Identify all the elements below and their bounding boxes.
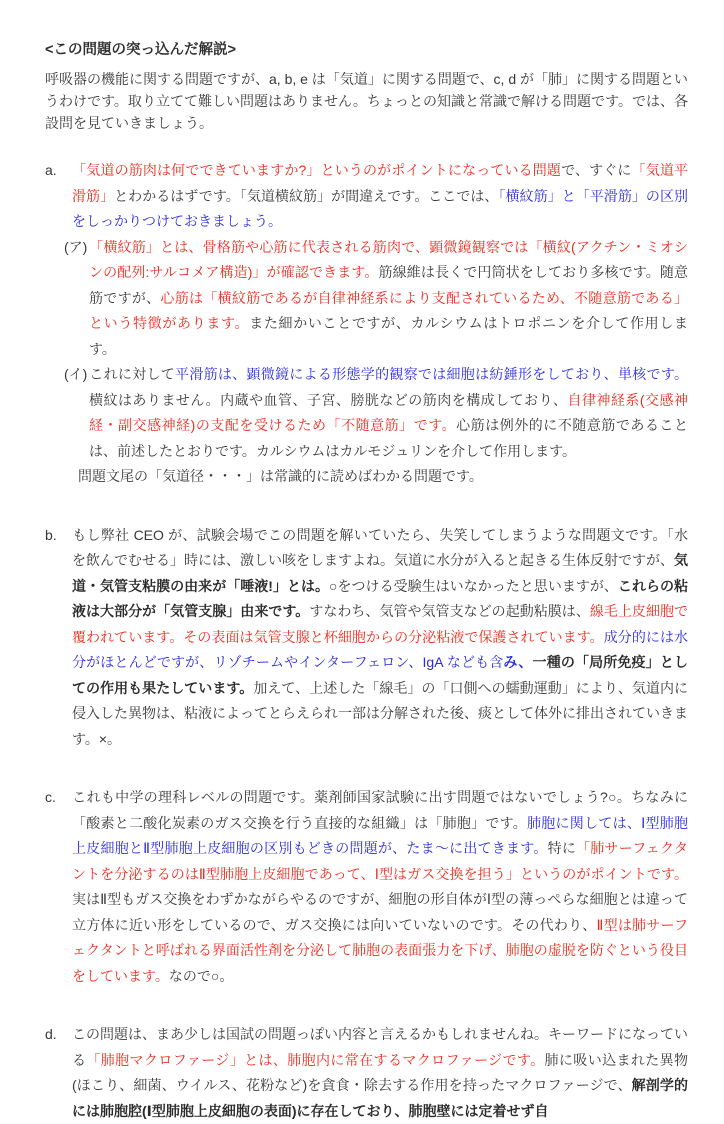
text-segment: 成分的には水分がほとんどですが、リゾチームやインターフェロン、IgA なども含	[72, 628, 688, 670]
text-segment: 実はⅡ型もガス交換をわずかながらやるのですが、細胞の形自体がⅠ型の薄っぺらな細胞とは違って立方体に近い形をしているので、ガス交換には向いていないのです。その代わり、	[72, 891, 688, 933]
section-b	[45, 523, 688, 753]
text-segment: これに対して	[89, 366, 176, 382]
text-segment: 一種の「局所免疫」としての作用も果たしています。	[72, 654, 688, 696]
item-label: c.	[45, 789, 56, 805]
text-segment: 問題文尾の「気道径・・・」は常識的に読めばわかる問題です。	[78, 468, 483, 484]
section-a	[45, 158, 688, 490]
text-segment: 肺に吸い込まれた異物(ほこり、細菌、ウイルス、花粉など)を貪食・除去する作用を持ったマクロファージで、	[72, 1051, 689, 1093]
text-segment: で、すぐに	[561, 162, 632, 178]
text-segment: 筋線維は長くで円筒状をしており多核です。随意筋ですが、	[89, 264, 688, 306]
text-segment: もし弊社 CEO が、試験会場でこの問題を解いていたら、失笑してしまうような問題文です。「水を飲んでむせる」時には、激しい咳をしますよね。気道に水分が入ると起きる生体反射ですが、	[72, 526, 688, 568]
text-segment: 平滑筋は、顕微鏡による形態学的観察では細胞は紡錘形をしており、単核です。	[175, 366, 689, 382]
text-block	[64, 235, 688, 363]
text-segment: 加えて、上述した「線毛」の「口側への蠕動運動」により、気道内に侵入した異物は、粘液によってとらえられ一部は分解された後、痰として体外に排出されていきます。×。	[72, 679, 689, 747]
text-block	[45, 158, 688, 235]
text-segment: 心筋は例外的に不随意筋であることは、前述したとおりです。カルシウムはカルモジュリンを介して作用します。	[89, 417, 689, 459]
sections-container	[45, 158, 688, 1124]
text-segment: すなわち、気管や気管支などの起動粘膜は、	[309, 603, 590, 619]
text-block	[45, 785, 688, 989]
text-segment: 「横紋筋」とは、骨格筋や心筋に代表される筋肉で、顕微鏡観察では「横紋(アクチン・ミオシンの配列:サルコメア構造)」が確認できます。	[89, 238, 688, 280]
text-segment: 解剖学的には肺胞腔(Ⅰ型肺胞上皮細胞の表面)に存在しており、肺胞壁には定着せず自	[72, 1077, 689, 1119]
text-segment: 肺胞に関しては、Ⅰ型肺胞上皮細胞とⅡ型肺胞上皮細胞の区別もどきの問題が、たま〜に出てきます。	[72, 814, 688, 856]
text-segment: ○をつける受験生はいなかったと思いますが、	[329, 577, 618, 594]
text-segment: 特に	[547, 840, 577, 856]
text-segment: これらの粘液は大部分が「気管支腺」由来です。	[72, 577, 688, 619]
item-label: (イ)	[64, 366, 88, 382]
section-d	[45, 1022, 688, 1124]
text-block	[64, 362, 688, 464]
text-block	[45, 523, 688, 753]
text-segment: み、	[503, 654, 533, 670]
text-segment: 線毛上皮細胞で覆われています。その表面は気管支腺と杯細胞からの分泌粘液で保護されています。	[72, 603, 688, 645]
text-segment: Ⅱ型は肺サーフェクタントと呼ばれる界面活性剤を分泌して肺胞の表面張力を下げ、肺胞の虚脱を防ぐという役目をしています。	[72, 916, 688, 984]
text-block	[45, 1022, 688, 1124]
text-segment: 「気道平滑筋」	[72, 162, 688, 204]
text-segment: この問題は、まあ少しは国試の問題っぽい内容と言えるかもしれませんね。キーワードになっている	[72, 1026, 688, 1068]
item-label: b.	[45, 526, 57, 543]
intro-paragraph: 呼吸器の機能に関する問題ですが、a, b, e は「気道」に関する問題で、c, d が「肺」に関する問題というわけです。取り立てて難しい問題はありません。ちょっとの知識と常識で解ける問題です。では、各設問を見ていきましょう。	[45, 71, 688, 131]
section-c	[45, 785, 688, 989]
text-segment: とわかるはずです。「気道横紋筋」が間違えです。ここでは、	[114, 187, 499, 204]
text-segment: 気道・気管支粘膜の由来が「唾液!」とは。	[72, 552, 688, 594]
text-segment: 横紋はありません。内蔵や血管、子宮、膀胱などの筋肉を構成しており、	[89, 391, 568, 408]
text-segment: 「肺サーフェクタントを分泌するのはⅡ型肺胞上皮細胞であって、Ⅰ型はガス交換を担う」というのがポイントです。	[72, 840, 688, 882]
text-segment: 心筋は「横紋筋であるが自律神経系により支配されているため、不随意筋である」という特徴があります。	[89, 289, 688, 331]
item-label: (ア)	[64, 238, 88, 255]
text-segment: これも中学の理科レベルの問題です。薬剤師国家試験に出す問題ではないでしょう?○。ちなみに「酸素と二酸化炭素のガス交換を行う直接的な組織」は「肺胞」です。	[72, 789, 688, 831]
text-segment: なので○。	[168, 967, 234, 984]
text-segment: 自律神経系(交感神経・副交感神経)の支配を受けるため「不随意筋」です。	[89, 391, 688, 433]
text-segment: 「横紋筋」と「平滑筋」の区別をしっかりつけておきましょう。	[72, 187, 689, 229]
text-block	[78, 464, 688, 490]
document-page	[45, 38, 688, 1124]
item-label: d.	[45, 1026, 57, 1042]
item-label: a.	[45, 162, 57, 178]
page-title: <この問題の突っ込んだ解説>	[45, 42, 236, 58]
text-segment: また細かいことですが、カルシウムはトロポニンを介して作用します。	[89, 315, 688, 357]
text-segment: 「気道の筋肉は何でできていますか?」というのがポイントになっている問題	[72, 162, 562, 178]
text-segment: 「肺胞マクロファージ」とは、肺胞内に常在するマクロファージです。	[86, 1051, 545, 1068]
